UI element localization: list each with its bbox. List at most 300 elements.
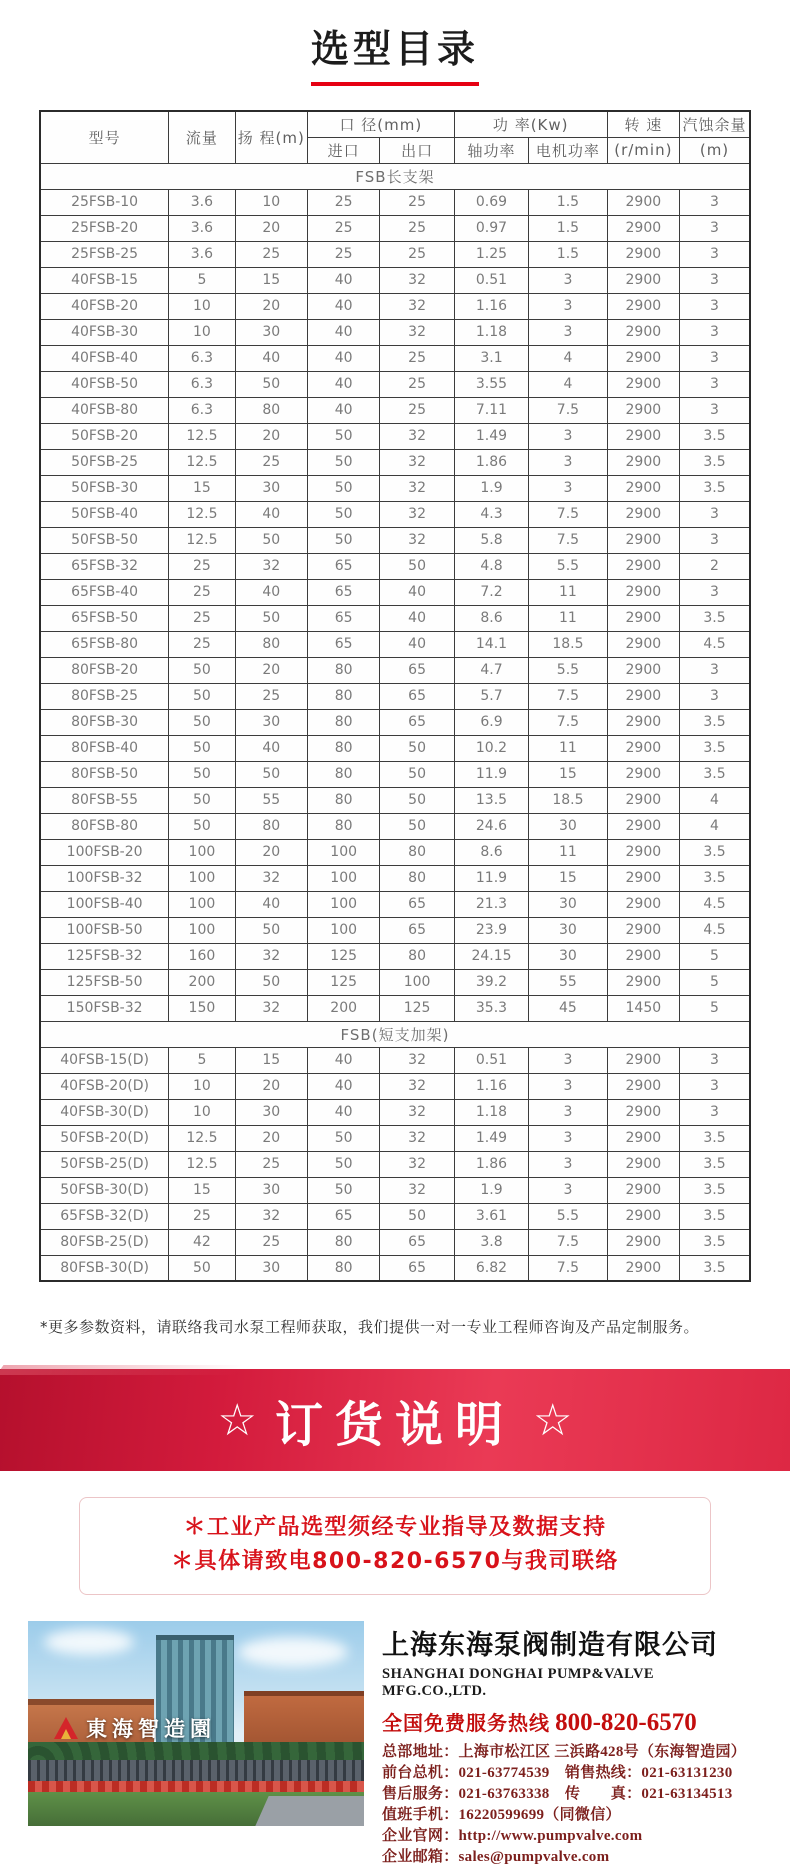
model-cell: 25FSB-10 — [40, 189, 169, 215]
value-cell: 3.5 — [680, 1151, 750, 1177]
table-row — [40, 1203, 750, 1229]
value-cell: 2900 — [607, 839, 679, 865]
table-row — [40, 1255, 750, 1281]
value-cell: 10 — [169, 1073, 235, 1099]
value-cell: 23.9 — [454, 917, 528, 943]
value-cell: 3 — [680, 345, 750, 371]
value-cell: 5 — [680, 943, 750, 969]
value-cell: 3 — [529, 449, 607, 475]
value-cell: 50 — [235, 605, 307, 631]
value-cell: 40 — [307, 1099, 379, 1125]
header-row-1 — [40, 111, 750, 137]
value-cell: 65 — [307, 605, 379, 631]
value-cell: 15 — [529, 761, 607, 787]
value-cell: 100 — [307, 839, 379, 865]
value-cell: 2900 — [607, 267, 679, 293]
value-cell: 3 — [529, 1151, 607, 1177]
value-cell: 160 — [169, 943, 235, 969]
value-cell: 2900 — [607, 1099, 679, 1125]
value-cell: 40 — [380, 579, 454, 605]
value-cell: 55 — [529, 969, 607, 995]
value-cell: 2900 — [607, 423, 679, 449]
value-cell: 80 — [307, 813, 379, 839]
model-cell: 50FSB-40 — [40, 501, 169, 527]
value-cell: 1.16 — [454, 1073, 528, 1099]
value-cell: 125 — [307, 969, 379, 995]
road-shape — [255, 1796, 364, 1826]
value-cell: 32 — [380, 527, 454, 553]
table-row — [40, 293, 750, 319]
value-cell: 50 — [235, 969, 307, 995]
value-cell: 2900 — [607, 631, 679, 657]
value-cell: 30 — [529, 943, 607, 969]
value-cell: 65 — [380, 709, 454, 735]
table-row — [40, 241, 750, 267]
value-cell: 8.6 — [454, 605, 528, 631]
value-cell: 20 — [235, 215, 307, 241]
value-cell: 39.2 — [454, 969, 528, 995]
model-cell: 80FSB-55 — [40, 787, 169, 813]
value-cell: 25 — [169, 631, 235, 657]
value-cell: 11.9 — [454, 865, 528, 891]
value-cell: 25 — [307, 189, 379, 215]
value-cell: 3.5 — [680, 1177, 750, 1203]
value-cell: 11 — [529, 579, 607, 605]
hotline-row — [382, 1707, 762, 1737]
value-cell: 15 — [169, 1177, 235, 1203]
model-cell: 125FSB-50 — [40, 969, 169, 995]
value-cell: 2 — [680, 553, 750, 579]
col-shaft-power: 轴功率 — [454, 137, 528, 163]
model-cell: 100FSB-50 — [40, 917, 169, 943]
value-cell: 100 — [169, 839, 235, 865]
table-row — [40, 215, 750, 241]
value-cell: 12.5 — [169, 1151, 235, 1177]
value-cell: 40 — [380, 605, 454, 631]
value-cell: 3 — [529, 1177, 607, 1203]
value-cell: 2900 — [607, 969, 679, 995]
table-row — [40, 865, 750, 891]
value-cell: 2900 — [607, 1047, 679, 1073]
value-cell: 50 — [307, 1151, 379, 1177]
value-cell: 100 — [169, 865, 235, 891]
value-cell: 1.16 — [454, 293, 528, 319]
value-cell: 1.49 — [454, 1125, 528, 1151]
value-cell: 2900 — [607, 943, 679, 969]
value-cell: 200 — [169, 969, 235, 995]
value-cell: 3.5 — [680, 735, 750, 761]
model-cell: 100FSB-40 — [40, 891, 169, 917]
col-outlet: 出口 — [380, 137, 454, 163]
company-section — [28, 1621, 762, 1868]
value-cell: 25 — [307, 241, 379, 267]
value-cell: 7.5 — [529, 683, 607, 709]
value-cell: 32 — [380, 1073, 454, 1099]
value-cell: 25 — [380, 189, 454, 215]
value-cell: 7.5 — [529, 397, 607, 423]
value-cell: 3 — [680, 1099, 750, 1125]
company-name-cn: 上海东海泵阀制造有限公司 — [382, 1630, 718, 1661]
value-cell: 3.5 — [680, 839, 750, 865]
table-row — [40, 709, 750, 735]
value-cell: 12.5 — [169, 527, 235, 553]
value-cell: 32 — [235, 553, 307, 579]
company-info — [364, 1621, 762, 1868]
value-cell: 1.5 — [529, 215, 607, 241]
order-instructions-banner — [0, 1369, 790, 1471]
model-cell: 80FSB-30(D) — [40, 1255, 169, 1281]
value-cell: 50 — [169, 657, 235, 683]
value-cell: 30 — [529, 917, 607, 943]
table-row — [40, 657, 750, 683]
value-cell: 3 — [680, 657, 750, 683]
value-cell: 3 — [529, 267, 607, 293]
value-cell: 3.5 — [680, 709, 750, 735]
value-cell: 2900 — [607, 657, 679, 683]
model-cell: 50FSB-20(D) — [40, 1125, 169, 1151]
value-cell: 6.82 — [454, 1255, 528, 1281]
value-cell: 1.49 — [454, 423, 528, 449]
value-cell: 7.5 — [529, 1255, 607, 1281]
table-row — [40, 1151, 750, 1177]
value-cell: 25 — [307, 215, 379, 241]
value-cell: 1.9 — [454, 1177, 528, 1203]
value-cell: 200 — [307, 995, 379, 1021]
value-cell: 40 — [235, 579, 307, 605]
value-cell: 5.7 — [454, 683, 528, 709]
value-cell: 2900 — [607, 1151, 679, 1177]
col-diameter-group: 口 径(mm) — [307, 111, 454, 137]
col-power-group: 功 率(Kw) — [454, 111, 607, 137]
value-cell: 2900 — [607, 917, 679, 943]
value-cell: 25 — [380, 241, 454, 267]
value-cell: 18.5 — [529, 787, 607, 813]
value-cell: 11 — [529, 839, 607, 865]
value-cell: 4.5 — [680, 891, 750, 917]
value-cell: 6.3 — [169, 397, 235, 423]
value-cell: 32 — [380, 1125, 454, 1151]
cloud-shape — [238, 1637, 348, 1667]
value-cell: 2900 — [607, 371, 679, 397]
value-cell: 45 — [529, 995, 607, 1021]
star-icon: ☆ — [217, 1394, 257, 1446]
value-cell: 65 — [380, 891, 454, 917]
value-cell: 11 — [529, 735, 607, 761]
value-cell: 13.5 — [454, 787, 528, 813]
value-cell: 25 — [235, 1229, 307, 1255]
value-cell: 25 — [169, 579, 235, 605]
value-cell: 40 — [307, 1047, 379, 1073]
value-cell: 50 — [307, 501, 379, 527]
model-cell: 40FSB-30 — [40, 319, 169, 345]
value-cell: 6.9 — [454, 709, 528, 735]
page-title: 选型目录 — [310, 27, 479, 71]
value-cell: 25 — [169, 553, 235, 579]
value-cell: 3 — [529, 293, 607, 319]
value-cell: 20 — [235, 1125, 307, 1151]
hotline-label: 全国免费服务热线 — [382, 1711, 550, 1735]
table-row — [40, 1047, 750, 1073]
value-cell: 65 — [307, 1203, 379, 1229]
table-row — [40, 1099, 750, 1125]
value-cell: 24.6 — [454, 813, 528, 839]
value-cell: 3.5 — [680, 865, 750, 891]
value-cell: 3.1 — [454, 345, 528, 371]
contact-lines — [382, 1742, 762, 1868]
model-cell: 150FSB-32 — [40, 995, 169, 1021]
table-row — [40, 995, 750, 1021]
table-row — [40, 735, 750, 761]
value-cell: 32 — [235, 943, 307, 969]
value-cell: 5 — [169, 1047, 235, 1073]
value-cell: 30 — [235, 1177, 307, 1203]
model-cell: 65FSB-40 — [40, 579, 169, 605]
value-cell: 65 — [380, 657, 454, 683]
value-cell: 7.5 — [529, 709, 607, 735]
value-cell: 65 — [380, 1229, 454, 1255]
table-row — [40, 813, 750, 839]
value-cell: 80 — [307, 683, 379, 709]
hotline-number: 800-820-6570 — [555, 1709, 697, 1736]
value-cell: 4.7 — [454, 657, 528, 683]
model-cell: 65FSB-32(D) — [40, 1203, 169, 1229]
value-cell: 32 — [235, 995, 307, 1021]
cloud-shape — [44, 1629, 134, 1655]
value-cell: 2900 — [607, 683, 679, 709]
value-cell: 2900 — [607, 761, 679, 787]
value-cell: 5.5 — [529, 1203, 607, 1229]
value-cell: 2900 — [607, 527, 679, 553]
value-cell: 3.55 — [454, 371, 528, 397]
section-label: FSB长支架 — [40, 163, 750, 189]
value-cell: 12.5 — [169, 423, 235, 449]
value-cell: 40 — [307, 267, 379, 293]
value-cell: 0.97 — [454, 215, 528, 241]
value-cell: 21.3 — [454, 891, 528, 917]
value-cell: 3 — [680, 241, 750, 267]
value-cell: 25 — [169, 605, 235, 631]
table-row — [40, 969, 750, 995]
value-cell: 10 — [235, 189, 307, 215]
model-cell: 50FSB-30(D) — [40, 1177, 169, 1203]
model-cell: 50FSB-25(D) — [40, 1151, 169, 1177]
value-cell: 5.5 — [529, 553, 607, 579]
model-cell: 40FSB-20(D) — [40, 1073, 169, 1099]
table-row — [40, 787, 750, 813]
value-cell: 3 — [680, 319, 750, 345]
value-cell: 50 — [169, 1255, 235, 1281]
value-cell: 40 — [307, 1073, 379, 1099]
value-cell: 32 — [380, 1099, 454, 1125]
value-cell: 1.86 — [454, 449, 528, 475]
value-cell: 50 — [307, 475, 379, 501]
value-cell: 1.5 — [529, 189, 607, 215]
value-cell: 3 — [529, 423, 607, 449]
value-cell: 2900 — [607, 1255, 679, 1281]
value-cell: 3.8 — [454, 1229, 528, 1255]
value-cell: 80 — [307, 1255, 379, 1281]
table-row — [40, 1073, 750, 1099]
value-cell: 3 — [529, 1047, 607, 1073]
value-cell: 14.1 — [454, 631, 528, 657]
value-cell: 65 — [380, 1255, 454, 1281]
value-cell: 80 — [307, 657, 379, 683]
value-cell: 1.18 — [454, 319, 528, 345]
model-cell: 25FSB-25 — [40, 241, 169, 267]
value-cell: 50 — [169, 683, 235, 709]
table-row — [40, 839, 750, 865]
value-cell: 100 — [307, 865, 379, 891]
value-cell: 32 — [380, 501, 454, 527]
value-cell: 11.9 — [454, 761, 528, 787]
value-cell: 7.5 — [529, 527, 607, 553]
value-cell: 30 — [529, 891, 607, 917]
table-row — [40, 917, 750, 943]
model-cell: 80FSB-50 — [40, 761, 169, 787]
value-cell: 1450 — [607, 995, 679, 1021]
value-cell: 3 — [680, 215, 750, 241]
model-cell: 100FSB-20 — [40, 839, 169, 865]
star-icon: ☆ — [533, 1394, 573, 1446]
model-cell: 80FSB-80 — [40, 813, 169, 839]
section-row — [40, 163, 750, 189]
table-row — [40, 761, 750, 787]
value-cell: 4 — [529, 345, 607, 371]
value-cell: 40 — [235, 345, 307, 371]
table-row — [40, 319, 750, 345]
value-cell: 32 — [380, 1151, 454, 1177]
value-cell: 5.5 — [529, 657, 607, 683]
table-row — [40, 501, 750, 527]
value-cell: 15 — [235, 1047, 307, 1073]
value-cell: 7.5 — [529, 501, 607, 527]
value-cell: 2900 — [607, 345, 679, 371]
value-cell: 30 — [529, 813, 607, 839]
value-cell: 50 — [169, 787, 235, 813]
value-cell: 30 — [235, 475, 307, 501]
value-cell: 80 — [235, 631, 307, 657]
value-cell: 50 — [380, 787, 454, 813]
value-cell: 50 — [235, 527, 307, 553]
model-cell: 80FSB-20 — [40, 657, 169, 683]
value-cell: 50 — [307, 423, 379, 449]
value-cell: 20 — [235, 423, 307, 449]
value-cell: 10 — [169, 293, 235, 319]
title-block — [0, 0, 790, 86]
value-cell: 3 — [680, 683, 750, 709]
value-cell: 30 — [235, 1255, 307, 1281]
table-row — [40, 423, 750, 449]
value-cell: 100 — [380, 969, 454, 995]
value-cell: 1.5 — [529, 241, 607, 267]
value-cell: 3 — [680, 579, 750, 605]
value-cell: 25 — [380, 215, 454, 241]
value-cell: 3.5 — [680, 761, 750, 787]
value-cell: 10 — [169, 319, 235, 345]
model-cell: 40FSB-40 — [40, 345, 169, 371]
value-cell: 50 — [169, 735, 235, 761]
value-cell: 32 — [380, 293, 454, 319]
value-cell: 100 — [169, 891, 235, 917]
value-cell: 50 — [235, 371, 307, 397]
value-cell: 2900 — [607, 787, 679, 813]
value-cell: 2900 — [607, 293, 679, 319]
value-cell: 2900 — [607, 319, 679, 345]
value-cell: 10 — [169, 1099, 235, 1125]
value-cell: 7.5 — [529, 1229, 607, 1255]
value-cell: 2900 — [607, 449, 679, 475]
table-row — [40, 1125, 750, 1151]
model-cell: 50FSB-20 — [40, 423, 169, 449]
value-cell: 80 — [307, 735, 379, 761]
table-row — [40, 397, 750, 423]
value-cell: 4 — [680, 813, 750, 839]
value-cell: 40 — [307, 293, 379, 319]
photo-caption: 東海智造園 — [86, 1717, 216, 1741]
value-cell: 3.5 — [680, 605, 750, 631]
table-row — [40, 267, 750, 293]
value-cell: 3.6 — [169, 241, 235, 267]
value-cell: 3 — [680, 371, 750, 397]
value-cell: 3.5 — [680, 1203, 750, 1229]
value-cell: 3.6 — [169, 189, 235, 215]
value-cell: 2900 — [607, 865, 679, 891]
table-row — [40, 553, 750, 579]
value-cell: 2900 — [607, 1073, 679, 1099]
value-cell: 80 — [307, 1229, 379, 1255]
value-cell: 65 — [307, 579, 379, 605]
value-cell: 4.3 — [454, 501, 528, 527]
value-cell: 3 — [680, 1047, 750, 1073]
value-cell: 32 — [235, 865, 307, 891]
value-cell: 32 — [380, 319, 454, 345]
value-cell: 40 — [307, 319, 379, 345]
col-motor-power: 电机功率 — [529, 137, 607, 163]
title-underline — [311, 82, 479, 86]
value-cell: 32 — [235, 1203, 307, 1229]
col-speed-unit: (r/min) — [607, 137, 679, 163]
value-cell: 24.15 — [454, 943, 528, 969]
value-cell: 35.3 — [454, 995, 528, 1021]
value-cell: 15 — [529, 865, 607, 891]
contact-line: 总部地址：上海市松江区 三浜路428号（东海智造园） — [382, 1744, 747, 1760]
value-cell: 3 — [680, 267, 750, 293]
value-cell: 2900 — [607, 1203, 679, 1229]
value-cell: 50 — [169, 709, 235, 735]
value-cell: 80 — [235, 813, 307, 839]
value-cell: 65 — [380, 917, 454, 943]
model-cell: 40FSB-15(D) — [40, 1047, 169, 1073]
value-cell: 20 — [235, 293, 307, 319]
value-cell: 3.5 — [680, 475, 750, 501]
value-cell: 65 — [307, 553, 379, 579]
table-row — [40, 345, 750, 371]
value-cell: 1.86 — [454, 1151, 528, 1177]
value-cell: 2900 — [607, 735, 679, 761]
value-cell: 32 — [380, 449, 454, 475]
value-cell: 20 — [235, 1073, 307, 1099]
value-cell: 2900 — [607, 1125, 679, 1151]
value-cell: 40 — [307, 345, 379, 371]
value-cell: 125 — [307, 943, 379, 969]
model-cell: 50FSB-50 — [40, 527, 169, 553]
section-row — [40, 1021, 750, 1047]
value-cell: 65 — [380, 683, 454, 709]
value-cell: 40 — [380, 631, 454, 657]
value-cell: 50 — [380, 735, 454, 761]
value-cell: 100 — [307, 891, 379, 917]
value-cell: 3 — [529, 319, 607, 345]
